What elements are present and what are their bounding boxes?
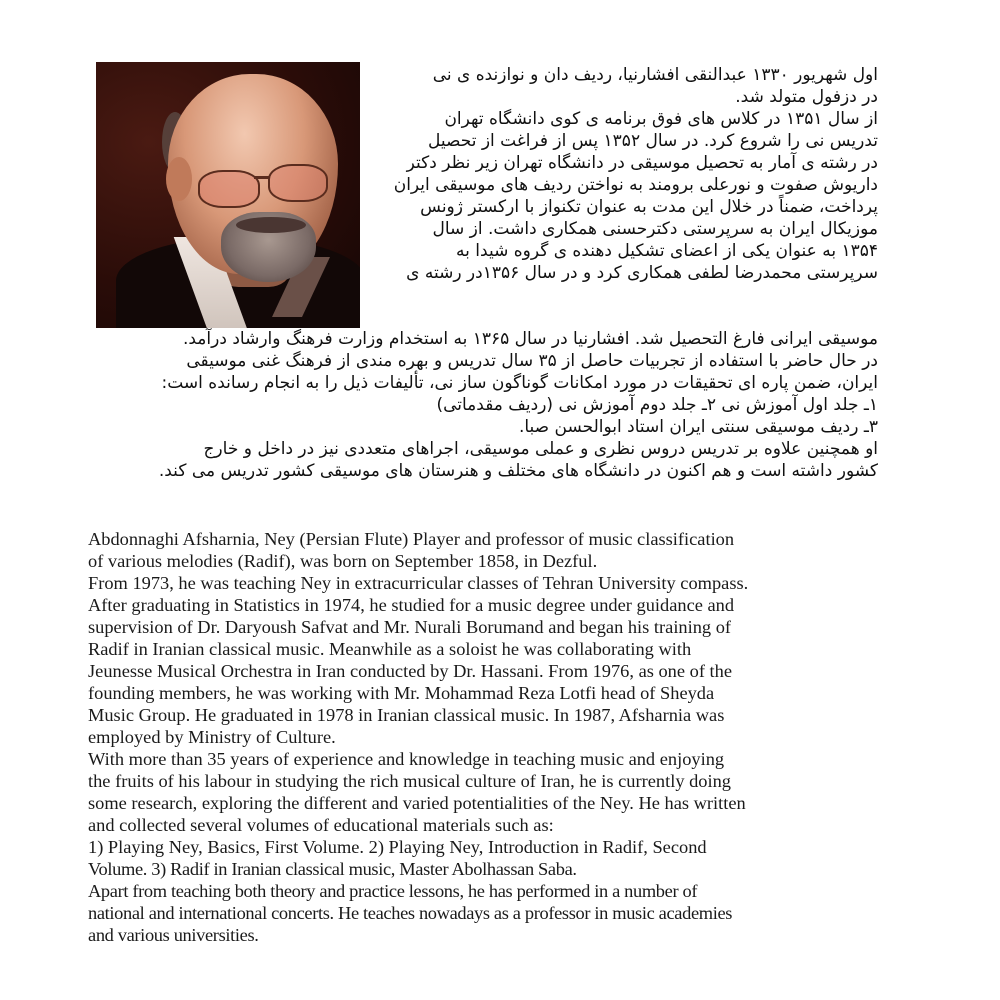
english-line: 1) Playing Ney, Basics, First Volume. 2) Playing Ney, Introduction in Radif, Second (88, 837, 707, 857)
persian-list-item: ۱ـ جلد اول آموزش نی ۲ـ جلد دوم آموزش نی (ردیف مقدماتی) (436, 395, 878, 415)
persian-line: از سال ۱۳۵۱ در کلاس های فوق برنامه ی کوی دانشگاه تهران (444, 109, 878, 129)
english-line: some research, exploring the different and varied potentialities of the Ney. He has written (88, 793, 746, 813)
persian-line: ایران، ضمن پاره ای تحقیقات در مورد امکانات گوناگون ساز نی، تألیفات ذیل را به انجام رسانده است: (161, 373, 878, 393)
english-line: Volume. 3) Radif in Iranian classical music, Master Abolhassan Saba. (88, 859, 577, 879)
english-line: national and international concerts. He teaches nowadays as a professor in music academies (88, 903, 733, 923)
persian-line: کشور داشته است و هم اکنون در دانشگاه های مختلف و هنرستان های موسیقی کشور تدریس می کند. (158, 461, 878, 481)
english-line: of various melodies (Radif), was born on September 1858, in Dezful. (88, 551, 598, 571)
persian-line: ۱۳۵۴ به عنوان یکی از اعضای تشکیل دهنده ی گروه شیدا به (456, 241, 878, 261)
english-bio (88, 528, 878, 946)
english-line: Apart from teaching both theory and practice lessons, he has performed in a number of (88, 881, 698, 901)
english-line: With more than 35 years of experience and knowledge in teaching music and enjoying (88, 749, 725, 769)
english-line: supervision of Dr. Daryoush Safvat and Mr. Nurali Borumand and began his training of (88, 617, 732, 637)
persian-line: او همچنین علاوه بر تدریس دروس نظری و عملی موسیقی، اجراهای متعددی نیز در داخل و خارج (203, 439, 878, 459)
persian-list-item: ۳ـ ردیف موسیقی سنتی ایران استاد ابوالحسن صبا. (518, 417, 878, 437)
english-line: employed by Ministry of Culture. (88, 727, 336, 747)
persian-line: موزیکال ایران به سرپرستی دکترحسنی همکاری داشت. از سال (432, 219, 878, 239)
english-line: Radif in Iranian classical music. Meanwhile as a soloist he was collaborating with (88, 639, 692, 659)
persian-line: پرداخت، ضمناً در خلال این مدت به عنوان تکنواز با ارکستر ژونس (420, 197, 878, 217)
english-line: the fruits of his labour in studying the rich musical culture of Iran, he is currently doing (88, 771, 732, 791)
persian-line: موسیقی ایرانی فارغ التحصیل شد. افشارنیا در سال ۱۳۶۵ به استخدام وزارت فرهنگ وارشاد درآمد. (182, 329, 878, 349)
persian-line: تدریس نی را شروع کرد. در سال ۱۳۵۲ پس از فراغت از تحصیل (427, 131, 878, 151)
photo-glasses-left-lens (198, 170, 260, 208)
english-line: Jeunesse Musical Orchestra in Iran conducted by Dr. Hassani. From 1976, as one of the (88, 661, 733, 681)
english-line: Abdonnaghi Afsharnia, Ney (Persian Flute) Player and professor of music classification (88, 529, 735, 549)
persian-line: سرپرستی محمدرضا لطفی همکاری کرد و در سال ۱۳۵۶در رشته ی (406, 263, 878, 283)
persian-line: در رشته ی آمار به تحصیل موسیقی در دانشگاه تهران زیر نظر دکتر (406, 153, 878, 173)
english-line: After graduating in Statistics in 1974, he studied for a music degree under guidance and (88, 595, 735, 615)
persian-line: در حال حاضر با استفاده از تجربیات حاصل از ۳۵ سال تدریس و بهره مندی از فرهنگ غنی موسیقی (186, 351, 878, 371)
english-line: From 1973, he was teaching Ney in extracurricular classes of Tehran University compass. (88, 573, 749, 593)
english-line: Music Group. He graduated in 1978 in Iranian classical music. In 1987, Afsharnia was (88, 705, 725, 725)
persian-line: در دزفول متولد شد. (735, 87, 878, 107)
persian-line: داریوش صفوت و نورعلی برومند به نواختن ردیف های موسیقی ایران (393, 175, 878, 195)
english-line: and various universities. (88, 925, 259, 945)
persian-bio-beside-photo (368, 64, 878, 284)
english-line: founding members, he was working with Mr. Mohammad Reza Lotfi head of Sheyda (88, 683, 715, 703)
photo-ear (166, 157, 192, 201)
photo-glasses-right-lens (268, 164, 328, 202)
persian-line: اول شهریور ۱۳۳۰ عبدالنقی افشارنیا، ردیف دان و نوازنده ی نی (432, 65, 878, 85)
persian-bio-full-width (94, 328, 878, 482)
english-line: and collected several volumes of educational materials such as: (88, 815, 554, 835)
photo-glasses-bridge (254, 176, 270, 179)
portrait-photo (96, 62, 360, 328)
photo-mustache (236, 217, 306, 233)
